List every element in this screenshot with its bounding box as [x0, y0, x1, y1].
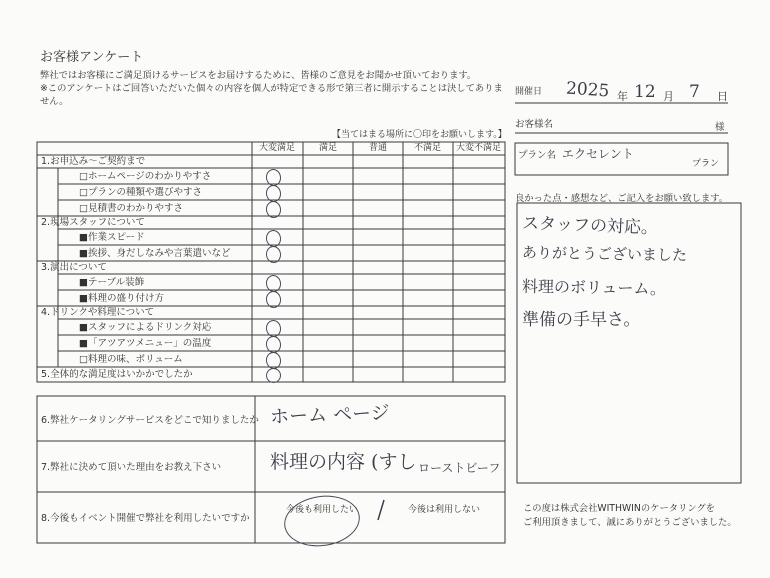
question-6-label: 6.弊社ケータリングサービスをどこで知りましたか: [41, 415, 259, 426]
survey-section-3: 3.演出について: [41, 262, 107, 273]
question-8-label: 8.今後もイベント開催で弊社を利用したいですか: [41, 513, 250, 524]
survey-section-1: 1.お申込み～ご契約まで: [41, 156, 146, 167]
footer-line-2: ご利用頂きまして、誠にありがとうございました。: [523, 517, 737, 528]
survey-item: □見積書のわかりやすさ: [79, 203, 183, 214]
question-7-answer-extra: ローストビーフ: [418, 461, 501, 475]
footer-line-1: この度は株式会社WITHWINのケータリングを: [523, 503, 716, 514]
question-7-label: 7.弊社に決めて頂いた理由をお教え下さい: [41, 462, 222, 473]
comment-line-3: 料理のボリューム。: [521, 276, 667, 299]
page-title: お客様アンケート: [40, 50, 144, 65]
question-7-answer: 料理の内容 (すし: [270, 451, 417, 473]
plan-name-suffix: プラン: [692, 159, 720, 169]
date-month-unit: 月: [663, 90, 674, 103]
survey-item: ■料理の盛り付け方: [79, 293, 164, 304]
question-8-option-yes: 今後も利用したい: [286, 505, 359, 515]
comment-line-2: ありがとうございました: [521, 243, 688, 265]
date-day-value: 7: [689, 82, 700, 102]
customer-name-label: お客様名: [515, 119, 554, 130]
date-year-value: 2025: [565, 78, 610, 102]
col-header-very-dissatisfied: 大変不満足: [456, 143, 502, 153]
comments-label: 良かった点・感想など、ご記入をお願い致します。: [515, 193, 729, 204]
comment-line-1: スタッフの対応。: [521, 213, 659, 239]
survey-item: ■スタッフによるドリンク対応: [79, 322, 212, 333]
survey-item: □料理の味、ボリューム: [79, 354, 183, 365]
survey-item: □プランの種類や選びやすさ: [79, 187, 202, 198]
col-header-dissatisfied: 不満足: [414, 143, 442, 153]
date-label: 開催日: [515, 87, 543, 97]
survey-item: ■作業スピード: [79, 232, 145, 243]
survey-instruction: 【当てはまる場所に〇印をお願いします。】: [332, 130, 507, 140]
survey-item: ■「アツアツメニュー」の温度: [79, 338, 212, 349]
col-header-satisfied: 満足: [319, 143, 338, 153]
date-month-value: 12: [634, 82, 656, 102]
date-year-unit: 年: [617, 90, 628, 103]
survey-section-5: 5.全体的な満足度はいかかでしたか: [41, 369, 193, 380]
customer-name-suffix: 様: [715, 122, 725, 133]
intro-line-1: 弊社ではお客様にご満足頂けるサービスをお届けするために、皆様のご意見をお聞かせ頂いております。: [40, 70, 477, 81]
comment-line-4: 準備の手早さ。: [522, 310, 641, 330]
survey-item: ■挨拶、身だしなみや言葉遣いなど: [79, 248, 231, 259]
intro-line-3: せん。: [40, 96, 69, 107]
col-header-neutral: 普通: [369, 143, 388, 153]
col-header-very-satisfied: 大変満足: [259, 143, 296, 153]
survey-item: ■テーブル装飾: [79, 277, 145, 288]
plan-name-value: エクセレント: [562, 147, 634, 161]
plan-name-label: プラン名: [518, 150, 557, 161]
survey-section-4: 4.ドリンクや料理について: [41, 307, 155, 318]
question-8-option-no: 今後は利用しない: [408, 505, 481, 515]
date-day-unit: 日: [717, 90, 728, 103]
intro-line-2: ※このアンケートはご回答いただいた個々の内容を個人が特定できる形で第三者に開示することは決してありま: [40, 83, 503, 94]
question-6-answer: ホーム ページ: [269, 401, 391, 429]
survey-item: □ホームページのわかりやすさ: [79, 171, 212, 182]
survey-section-2: 2.現場スタッフについて: [41, 217, 145, 228]
